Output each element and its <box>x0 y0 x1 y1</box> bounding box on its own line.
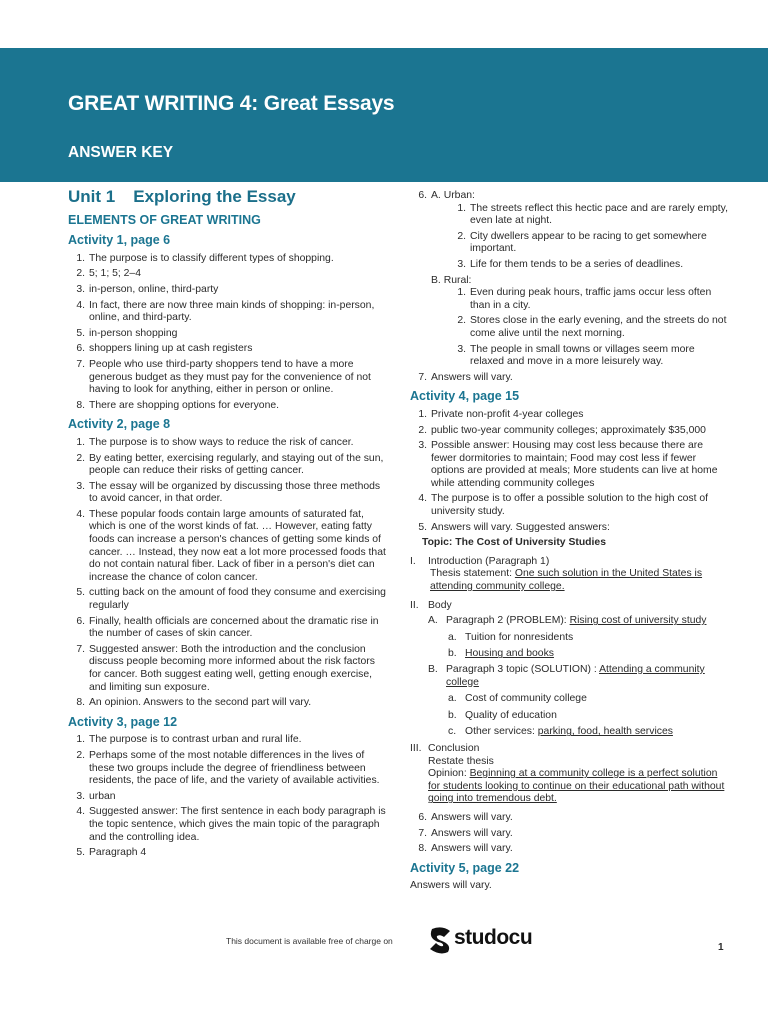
answer-key-heading: ANSWER KEY <box>68 144 174 161</box>
list-item: 6. shoppers lining up at cash registers <box>76 343 253 355</box>
studocu-brand[interactable]: studocu <box>454 926 533 949</box>
list-item: 3. The people in small towns or villages seem more relaxed and move in a more leisurely way. <box>457 343 695 368</box>
list-item: 7. Answers will vary. <box>418 371 513 383</box>
list-item: 3. The essay will be organized by discussing those three methods to avoid cancer, in that order. <box>76 480 381 505</box>
rural-list <box>431 287 728 369</box>
unit-number: Unit 1 <box>68 187 116 206</box>
list-item: 3. Possible answer: Housing may cost less because there are fewer dormitories to maintain; Food may cost less if fewer options are provided at meals; More students can live at home while attending community colleges <box>418 440 718 489</box>
activity-5-partial: Answers will vary. <box>410 880 492 892</box>
list-item: 6. Answers will vary. <box>418 811 513 823</box>
urban-label: A. Urban: <box>431 190 475 201</box>
activity-1-title: Activity 1, page 6 <box>68 233 171 248</box>
list-item: 5. cutting back on the amount of food they consume and exercising regularly <box>76 587 386 612</box>
activity-4-after-list <box>410 812 728 856</box>
left-column <box>68 184 388 866</box>
activity-4-list <box>410 409 728 534</box>
section-title: ELEMENTS OF GREAT WRITING <box>68 212 261 227</box>
outline-paragraph-2: A. Paragraph 2 (PROBLEM): Rising cost of university study <box>428 615 707 627</box>
activity-5-title: Activity 5, page 22 <box>410 860 520 875</box>
outline-item: b. Housing and books <box>448 648 554 660</box>
list-item: 2. 5; 1; 5; 2–4 <box>76 268 141 280</box>
list-item: 2. public two-year community colleges; approximately $35,000 <box>418 424 706 436</box>
list-item: 8. An opinion. Answers to the second part will vary. <box>76 697 312 709</box>
list-item: 8. Answers will vary. <box>418 843 513 855</box>
list-item: 4. In fact, there are now three main kinds of shopping: in-person, online, and third-party. <box>76 299 375 324</box>
outline-paragraph-3: B. Paragraph 3 topic (SOLUTION) : Attending a community college <box>428 664 705 688</box>
list-item: 2. By eating better, exercising regularly, and staying out of the sun, people can reduce their risks of getting cancer. <box>76 452 384 477</box>
list-item: 1. The purpose is to contrast urban and rural life. <box>76 734 302 746</box>
list-item: 1. Even during peak hours, traffic jams occur less often than in a city. <box>457 287 712 311</box>
outline-item: a. Cost of community college <box>448 693 587 705</box>
list-item: 1. The streets reflect this hectic pace and are rarely empty, even late at night. <box>457 202 728 227</box>
page-number: 1 <box>718 942 724 953</box>
list-item: 3. in-person, online, third-party <box>76 283 219 295</box>
list-item: 4. The purpose is to offer a possible solution to the high cost of university study. <box>418 493 709 518</box>
thesis-label: Thesis statement: <box>430 568 513 580</box>
list-item: 7. People who use third-party shoppers tend to have a more generous budget as they must pay for the convenience of not having to look for anything, either in person or online. <box>76 358 371 396</box>
outline-item: b. Quality of education <box>448 709 557 721</box>
list-item: 3. Life for them tends to be a series of deadlines. <box>457 258 684 270</box>
outline-item: a. Tuition for nonresidents <box>448 631 574 643</box>
list-item: 1. Private non-profit 4-year colleges <box>418 408 584 420</box>
unit-title <box>68 187 388 206</box>
list-item: 3. urban <box>76 790 116 802</box>
list-item: 4. These popular foods contain large amounts of saturated fat, which is one of the worst kinds of fat. … However, eating fatty foods can increase a person's chances of getting some kinds of cancer. … Instead, they now eat a lot more processed foods that do not contain natural fiber. Lack of fiber in a person's diet can increase the chance of colon cancer. <box>76 508 386 583</box>
footer-note: This document is available free of charge on <box>226 936 393 946</box>
list-item: 8. There are shopping options for everyone. <box>76 399 280 411</box>
list-item: 2. City dwellers appear to be racing to get somewhere important. <box>457 230 707 255</box>
list-item: 1. The purpose is to show ways to reduce the risk of cancer. <box>76 436 354 448</box>
book-title: GREAT WRITING 4: Great Essays <box>68 92 395 115</box>
outline-conclusion: III. Conclusion Restate thesis Opinion: Beginning at a community college is a perfect solution for students looking to continue on their educational path without going into tremendous debt. <box>410 742 725 805</box>
outline-item: c. Other services: parking, food, health services <box>448 726 673 738</box>
list-item: 1. The purpose is to classify different types of shopping. <box>76 252 334 264</box>
list-item: 5. Answers will vary. Suggested answers: <box>418 521 610 533</box>
activity-3-list <box>68 734 388 859</box>
list-item: 6. A. Urban: 1. The streets reflect this hectic pace and are rarely empty, even late at night. 2. City dwellers appear to be racing to get somewhere important. 3. Life for them tends to be a series of deadlines. B. Rural: 1. Even during peak hours, traffic jams occur less often than in a city. 2. Stores close in the early evening, and the streets do not come alive until the next morning. 3. The people in small towns or villages seem more relaxed and move in a more leisurely way. <box>418 190 728 368</box>
list-item: 7. Answers will vary. <box>418 827 513 839</box>
right-column <box>410 190 728 896</box>
list-item: 7. Suggested answer: Both the introduction and the conclusion discuss people becoming more informed about the risk factors for cancer. Both suggest eating well, getting enough exercise, and limiting sun exposure. <box>76 643 375 693</box>
list-item: 5. in-person shopping <box>76 327 178 339</box>
thesis-text: One such solution in the United States is attending community college. <box>430 568 703 593</box>
unit-name: Exploring the Essay <box>133 187 296 206</box>
list-item: 5. Paragraph 4 <box>76 847 147 859</box>
activity-2-title: Activity 2, page 8 <box>68 417 171 432</box>
activity-4-title: Activity 4, page 15 <box>410 389 520 404</box>
outline-introduction: I. Introduction (Paragraph 1) Thesis statement: One such solution in the United States is attending community college. <box>410 555 703 593</box>
activity-3-title: Activity 3, page 12 <box>68 714 178 729</box>
list-item: 2. Stores close in the early evening, and the streets do not come alive until the next morning. <box>457 315 727 339</box>
activity-1-list <box>68 253 388 413</box>
item-6-list <box>410 190 728 384</box>
topic-heading: Topic: The Cost of University Studies <box>422 537 606 549</box>
urban-list <box>431 203 728 272</box>
list-item: 2. Perhaps some of the most notable differences in the lives of these two groups include the degree of friendliness between residents, the pace of life, and the variety of available activities. <box>76 749 380 787</box>
list-item: 4. Suggested answer: The first sentence in each body paragraph is the topic sentence, which gives the main topic of the paragraph and the controlling idea. <box>76 806 386 843</box>
rural-label: B. Rural: <box>431 274 472 286</box>
list-item: 6. Finally, health officials are concerned about the dramatic rise in the number of cases of skin cancer. <box>76 615 379 640</box>
activity-2-list <box>68 437 388 710</box>
outline-body: II. Body <box>410 599 452 611</box>
